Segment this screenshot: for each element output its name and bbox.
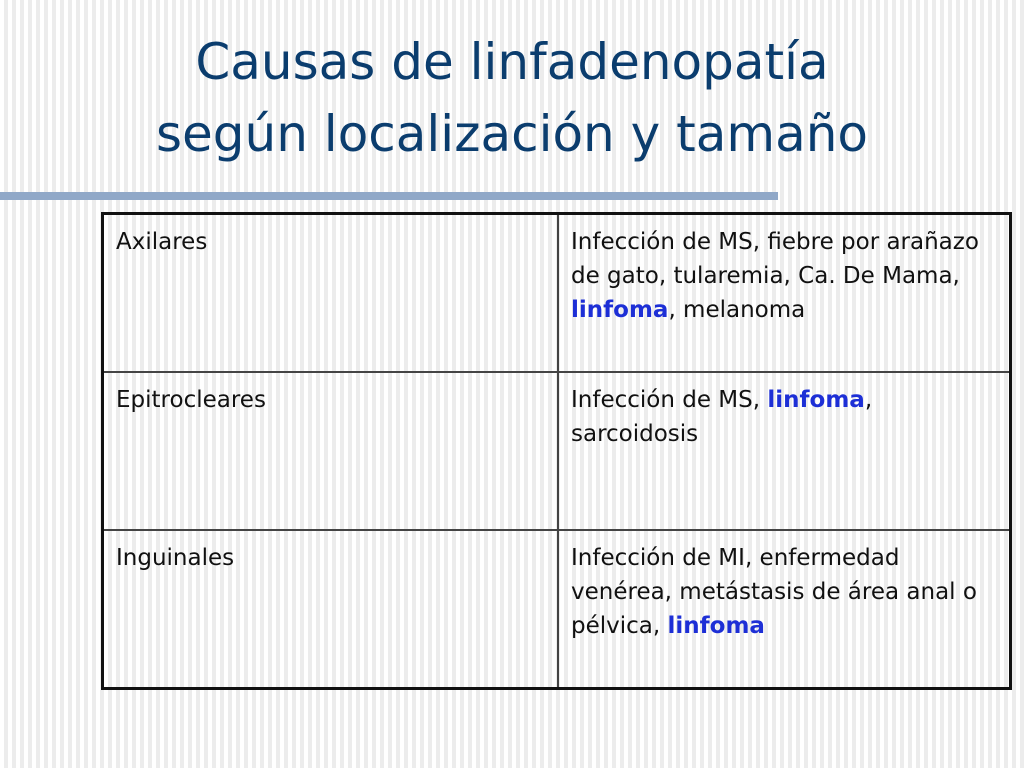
highlight-term: linfoma xyxy=(767,387,865,413)
table-row xyxy=(103,372,1011,530)
location-cell: Axilares xyxy=(103,214,559,373)
location-cell: Inguinales xyxy=(103,530,559,689)
causes-text: , sarcoidosis xyxy=(571,387,873,447)
slide-title-line-1: Causas de linfadenopatía xyxy=(195,33,829,91)
slide-title xyxy=(0,26,1024,170)
location-cell: Epitrocleares xyxy=(103,372,559,530)
table-row xyxy=(103,530,1011,689)
causes-text: , melanoma xyxy=(668,297,806,323)
table-row xyxy=(103,214,1011,373)
causes-text: Infección de MS, xyxy=(571,387,768,413)
highlight-term: linfoma xyxy=(667,613,765,639)
causes-cell xyxy=(558,214,1011,373)
causes-cell xyxy=(558,372,1011,530)
causes-cell xyxy=(558,530,1011,689)
causes-text: Infección de MI, enfermedad venérea, metástasis de área anal o pélvica, xyxy=(571,545,977,639)
slide-title-line-2: según localización y tamaño xyxy=(155,105,868,163)
lymphadenopathy-table xyxy=(101,212,1012,690)
highlight-term: linfoma xyxy=(571,297,669,323)
causes-text: Infección de MS, fiebre por arañazo de gato, tularemia, Ca. De Mama, xyxy=(571,229,979,289)
title-divider xyxy=(0,192,778,200)
